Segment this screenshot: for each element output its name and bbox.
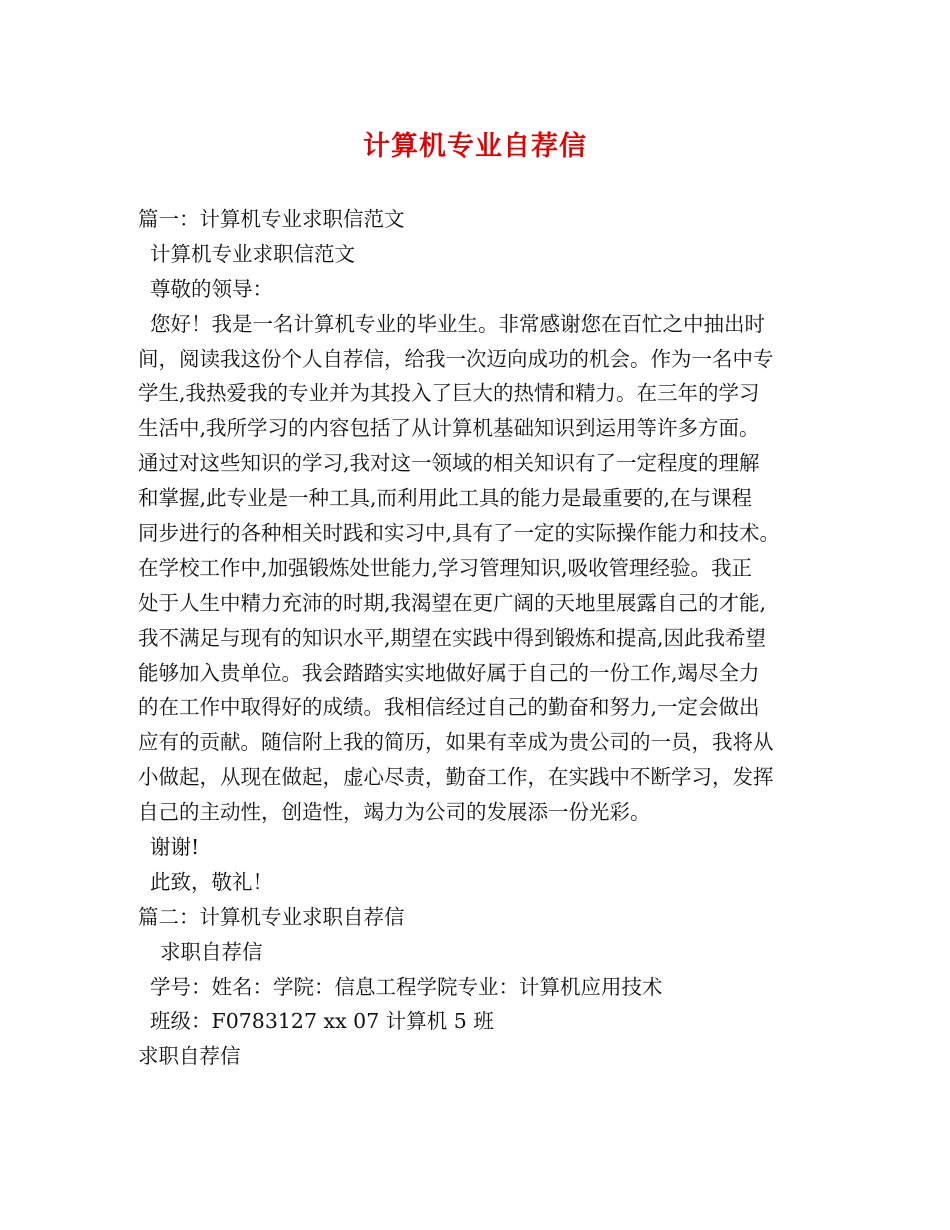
- text-line: 在学校工作中,加强锻炼处世能力,学习管理知识,吸收管理经验。我正: [138, 555, 753, 580]
- text-line: 尊敬的领导：: [150, 276, 273, 301]
- text-line: 间，阅读我这份个人自荐信，给我一次迈向成功的机会。作为一名中专: [138, 346, 774, 371]
- text-line: 计算机专业求职信范文: [150, 241, 355, 266]
- document-title: 计算机专业自荐信: [363, 131, 587, 162]
- text-line: 同步进行的各种相关时践和实习中,具有了一定的实际操作能力和技术。: [138, 521, 781, 546]
- text-line: 和掌握,此专业是一种工具,而利用此工具的能力是最重要的,在与课程: [138, 486, 753, 511]
- text-line: 能够加入贵单位。我会踏踏实实地做好属于自己的一份工作,竭尽全力: [138, 660, 760, 685]
- text-line: 篇二：计算机专业求职自荐信: [138, 904, 405, 929]
- text-line: 应有的贡献。随信附上我的简历，如果有幸成为贵公司的一员，我将从: [138, 730, 774, 755]
- document-body: [138, 202, 838, 1074]
- text-line: 求职自荐信: [138, 1044, 241, 1069]
- text-line: 的在工作中取得好的成绩。我相信经过自己的勤奋和努力,一定会做出: [138, 695, 760, 720]
- text-line: 您好！我是一名计算机专业的毕业生。非常感谢您在百忙之中抽出时: [150, 311, 765, 336]
- text-line: 学生,我热爱我的专业并为其投入了巨大的热情和精力。在三年的学习: [138, 381, 760, 406]
- text-line: 通过对这些知识的学习,我对这一领域的相关知识有了一定程度的理解: [138, 451, 760, 476]
- text-line: 小做起，从现在做起，虚心尽责，勤奋工作，在实践中不断学习，发挥: [138, 765, 774, 790]
- text-line: 处于人生中精力充沛的时期,我渴望在更广阔的天地里展露自己的才能,: [138, 590, 767, 615]
- text-line: 求职自荐信: [160, 939, 263, 964]
- text-line: 学号：姓名：学院：信息工程学院专业：计算机应用技术: [150, 974, 663, 999]
- text-line: 我不满足与现有的知识水平,期望在实践中得到锻炼和提高,因此我希望: [138, 625, 767, 650]
- text-line: 自己的主动性，创造性，竭力为公司的发展添一份光彩。: [138, 800, 651, 825]
- text-line: 篇一：计算机专业求职信范文: [138, 207, 405, 231]
- text-line: 此致，敬礼！: [150, 869, 273, 894]
- text-line: 生活中,我所学习的内容包括了从计算机基础知识到运用等许多方面。: [138, 416, 760, 441]
- text-line: 班级：F0783127 xx 07 计算机 5 班: [150, 1009, 494, 1034]
- text-line: 谢谢!: [150, 835, 200, 860]
